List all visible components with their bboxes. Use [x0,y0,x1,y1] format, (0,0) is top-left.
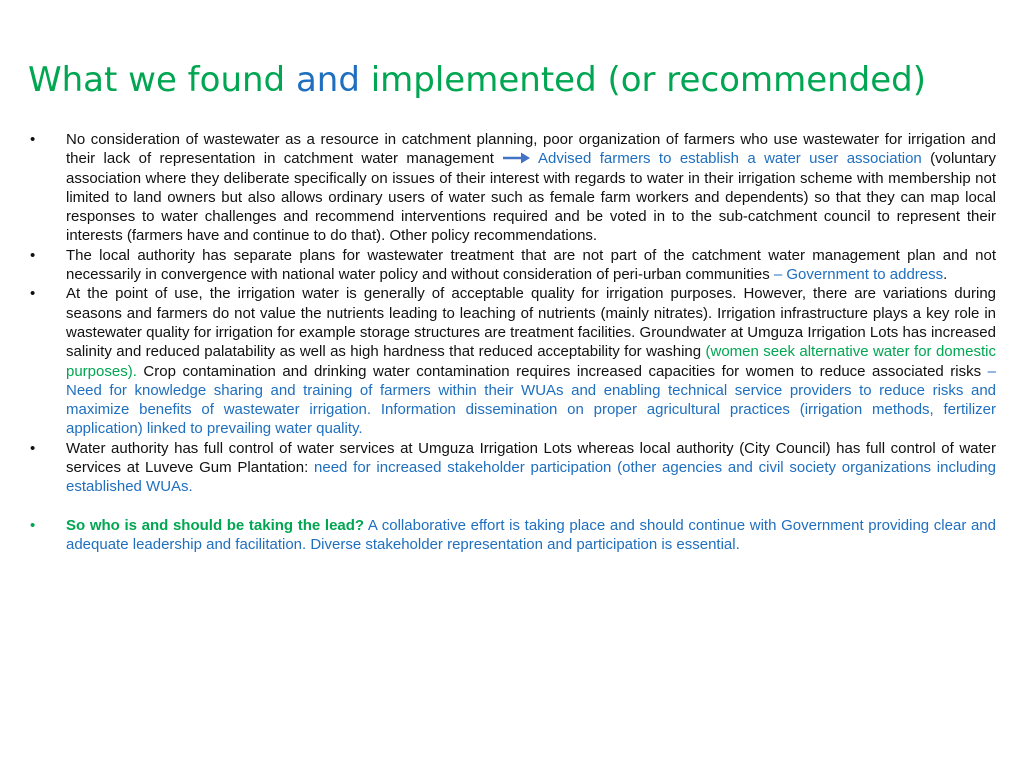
bullet-item-3 [30,284,996,438]
bullet-3-women-note: (women seek alternative water for domestic purposes). [66,343,996,380]
bullet-list [30,130,996,554]
bullet-item-4 [30,439,996,497]
bullet-2-recommendation: – Government to address [773,266,944,284]
bullet-5-answer: A collaborative effort is taking place and should continue with Government providing clear and adequate leadership and facilitation. Diverse stakeholder representation and participation is essential. [66,516,996,553]
bullet-marker: • [30,131,36,148]
bullet-marker: • [30,246,36,264]
bullet-1-text: No consideration of wastewater as a resource in catchment planning, poor organization of farmers who use wastewater for irrigation and their lack of representation in catchment water management [66,131,996,168]
title-part-2: and [295,60,360,100]
bullet-5-question: So who is and should be taking the lead? [66,516,365,534]
bullet-3-text-continued: Crop contamination and drinking water contamination requires increased capacities for women to reduce associated risks [136,362,988,380]
bullet-2-end: . [943,266,948,284]
bullet-item-1 [30,130,996,246]
bullet-item-2 [30,246,996,285]
bullet-marker: • [30,516,36,534]
title-part-3: implemented (or recommended) [359,60,927,100]
bullet-item-5 [30,516,996,555]
right-arrow-icon [502,151,532,165]
bullet-1-recommendation: Advised farmers to establish a water user association [537,150,922,168]
bullet-marker: • [30,439,36,457]
title-part-1: What we found [28,60,296,100]
bullet-2-text: The local authority has separate plans for wastewater treatment that are not part of the catchment water management plan and not necessarily in convergence with national water policy and without consideration of peri-urban communities [66,246,996,284]
slide-title [28,58,998,102]
bullet-4-recommendation: need for increased stakeholder participation (other agencies and civil society organizations including established WUAs. [66,459,996,496]
bullet-1-detail: (voluntary association where they deliberate specifically on issues of their interest with regards to water in their irrigation scheme with membership not limited to land owners but also allows ordinary users of water such as female farm workers and dependents) so that they can map local responses to water challenges and recommend interventions required and be voted in to the sub-catchment council to represent their interests (farmers have and continue to do that). Other policy recommendations. [66,150,996,245]
bullet-3-text: At the point of use, the irrigation water is generally of acceptable quality for irrigation purposes. However, there are variations during seasons and farmers do not value the nutrients leading to leaching of nutrients (mainly nitrates). Irrigation infrastructure plays a key role in wastewater quality for irrigation for example storage structures are treatment facilities. Groundwater at Umguza Irrigation Lots has increased salinity and reduced palatability as well as high hardness that reduced acceptability for washing [66,285,996,361]
bullet-4-text: Water authority has full control of water services at Umguza Irrigation Lots whereas local authority (City Council) has full control of water services at Luveve Gum Plantation: [66,439,996,477]
bullet-3-recommendation: – Need for knowledge sharing and training of farmers within their WUAs and enabling technical service providers to reduce risks and maximize benefits of wastewater irrigation. Information dissemination on proper agricultural practices (irrigation methods, fertilizer application) linked to prevailing water quality. [66,362,996,438]
bullet-marker: • [30,285,36,303]
